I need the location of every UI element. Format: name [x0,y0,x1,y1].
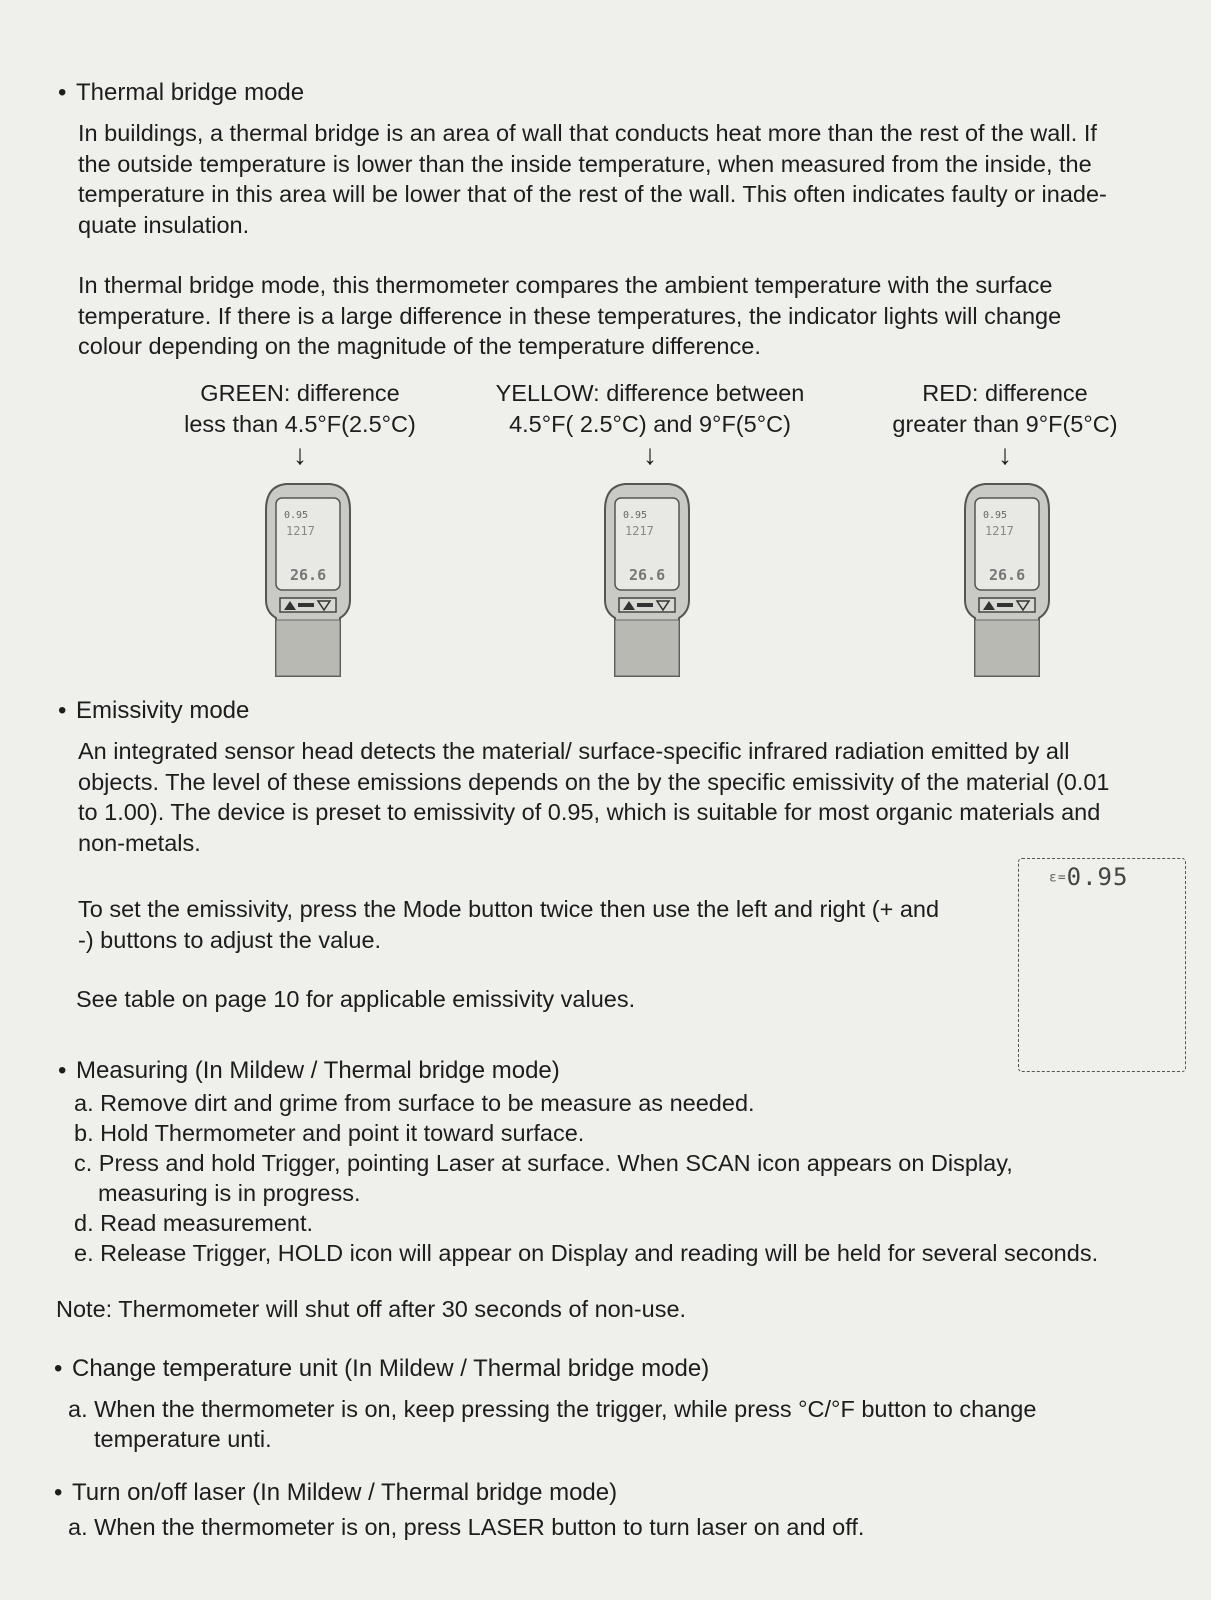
measuring-step-continuation: measuring is in progress. [98,1180,361,1206]
indicator-red: RED: difference greater than 9°F(5°C) ↓ [860,378,1150,470]
thermal-bridge-paragraph-2: In thermal bridge mode, this thermometer compares the ambient temperature with the surface temperature. If there is a large difference in these temperatures, the indicator lights will change colour depending on the magnitude of the temperature difference. [78,272,1062,359]
down-arrow-icon: ↓ [293,439,307,470]
change-unit-heading: • Change temperature unit (In Mildew / Thermal bridge mode) [54,1355,710,1382]
bullet: • [54,1479,63,1506]
down-arrow-icon: ↓ [643,439,657,470]
bullet: • [58,79,67,106]
svg-text:1217: 1217 [625,524,654,538]
svg-text:26.6: 26.6 [629,566,666,584]
svg-text:26.6: 26.6 [290,566,327,584]
indicator-green: GREEN: difference less than 4.5°F(2.5°C) ↓ [170,378,430,470]
thermometer-device-icon [256,480,360,680]
bullet: • [54,1355,63,1382]
change-unit-step: a. When the thermometer is on, keep pressing the trigger, while press °C/°F button to change [68,1396,1037,1422]
svg-text:1217: 1217 [286,524,315,538]
laser-step: a. When the thermometer is on, press LASER button to turn laser on and off. [68,1514,865,1540]
emissivity-display-box [1018,858,1186,1072]
emissivity-paragraph-1: An integrated sensor head detects the material/ surface-specific infrared radiation emitted by all objects. The level of these emissions depends on the by the specific emissivity of the material (0.01 to 1.00). The device is preset to emissivity of 0.95, which is suitable for most organic materials and non-metals. [78,738,1110,856]
emissivity-heading: • Emissivity mode [58,697,250,724]
bullet: • [58,1057,67,1084]
svg-text:1217: 1217 [985,524,1014,538]
bullet: • [58,697,67,724]
svg-text:0.95: 0.95 [623,510,648,521]
measuring-step: e. Release Trigger, HOLD icon will appear on Display and reading will be held for several seconds. [74,1240,1099,1266]
device-body [266,484,350,676]
measuring-step: b. Hold Thermometer and point it toward surface. [74,1120,585,1146]
emissivity-display-readout: ε=0.95 [1049,863,1129,891]
down-arrow-icon: ↓ [998,439,1012,470]
change-unit-step-continuation: temperature unti. [94,1426,272,1452]
indicator-yellow: YELLOW: difference between 4.5°F( 2.5°C) and 9°F(5°C) ↓ [470,378,830,470]
measuring-step: d. Read measurement. [74,1210,314,1236]
thermometer-device-icon [955,480,1059,680]
thermometer-device-icon [595,480,699,680]
shutoff-note: Note: Thermometer will shut off after 30 seconds of non-use. [56,1296,687,1322]
emissivity-paragraph-3: See table on page 10 for applicable emissivity values. [76,986,636,1012]
device-body [965,484,1049,676]
emissivity-paragraph-2: To set the emissivity, press the Mode button twice then use the left and right (+ and -) buttons to adjust the value. [78,896,940,953]
thermal-bridge-heading: • Thermal bridge mode [58,79,305,106]
svg-text:26.6: 26.6 [989,566,1026,584]
measuring-step: c. Press and hold Trigger, pointing Laser at surface. When SCAN icon appears on Display, [74,1150,1013,1176]
laser-heading: • Turn on/off laser (In Mildew / Thermal bridge mode) [54,1479,618,1506]
device-body [605,484,689,676]
measuring-step: a. Remove dirt and grime from surface to be measure as needed. [74,1090,755,1116]
thermal-bridge-paragraph-1: In buildings, a thermal bridge is an area of wall that conducts heat more than the rest of the wall. If the outside temperature is lower than the inside temperature, when measured from the inside, the temperature in this area will be lower that of the rest of the wall. This often indicates faulty or inade- quate insulation. [78,120,1107,238]
measuring-heading: • Measuring (In Mildew / Thermal bridge mode) [58,1057,560,1084]
svg-text:0.95: 0.95 [284,510,309,521]
svg-text:0.95: 0.95 [983,510,1008,521]
